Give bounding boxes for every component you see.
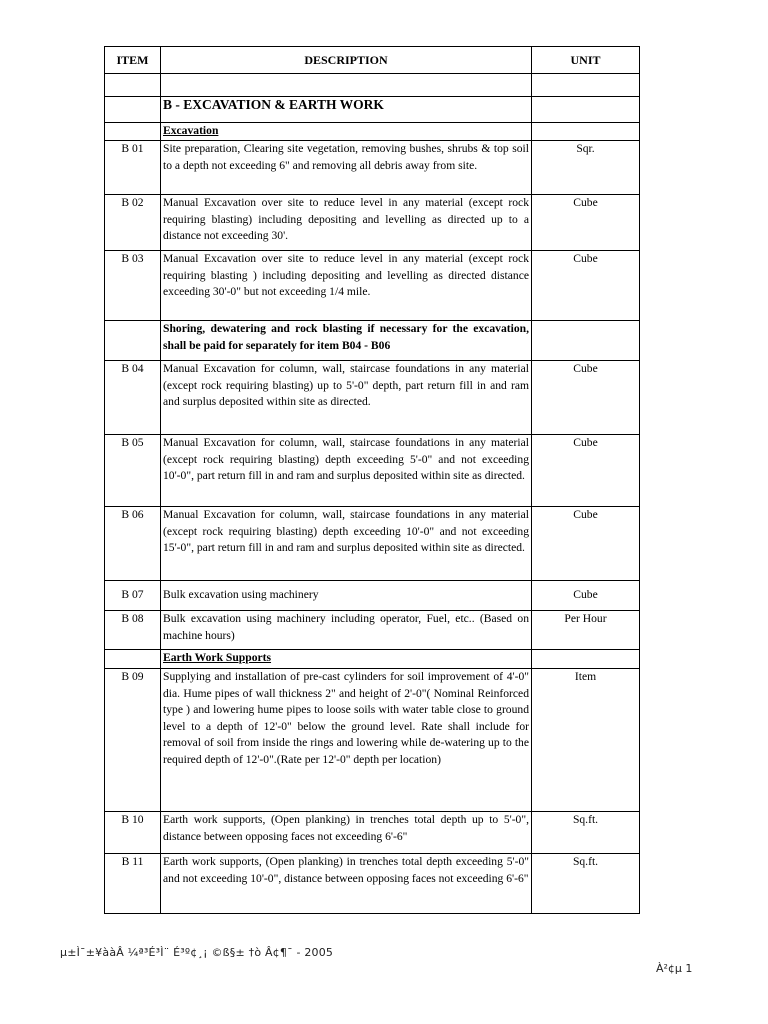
item-description: Manual Excavation for column, wall, staircase foundations in any material (except rock requiring blasting) up to 5'-0" depth, part return fill in and ram and surplus deposited within site as directed. xyxy=(161,361,532,435)
item-unit: Cube xyxy=(532,361,640,435)
item-code: B 05 xyxy=(105,435,161,507)
item-code: B 03 xyxy=(105,251,161,321)
table-row xyxy=(105,195,640,251)
item-code: B 06 xyxy=(105,507,161,581)
earth-work-supports-subheading: Earth Work Supports xyxy=(163,651,272,664)
item-description: Bulk excavation using machinery including operator, Fuel, etc.. (Based on machine hours) xyxy=(161,611,532,650)
item-unit: Cube xyxy=(532,251,640,321)
excavation-subheading: Excavation xyxy=(163,124,219,137)
item-description: Manual Excavation over site to reduce level in any material (except rock requiring blasting) including depositing and levelling as directed up to a distance not exceeding 30'. xyxy=(161,195,532,251)
item-unit: Sq.ft. xyxy=(532,812,640,854)
item-code: B 08 xyxy=(105,611,161,650)
section-title: B - EXCAVATION & EARTH WORK xyxy=(161,97,532,123)
shoring-note: Shoring, dewatering and rock blasting if necessary for the excavation, shall be paid for separately for item B04 - B06 xyxy=(161,321,532,361)
table-row xyxy=(105,435,640,507)
item-description: Earth work supports, (Open planking) in trenches total depth up to 5'-0", distance between opposing faces not exceeding 6'-6" xyxy=(161,812,532,854)
item-description: Supplying and installation of pre-cast cylinders for soil improvement of 4'-0" dia. Hume pipes of wall thickness 2" and height of 2'-0"( Nominal Reinforced type ) and lowering hume pipes to loose soils with water table close to ground level to a depth of 12'-0" below the ground level. Rate shall include for removal of soil from inside the rings and lowering while de-watering up to the required depth of 12'-0".(Rate per 12'-0" depth per location) xyxy=(161,669,532,812)
table-row xyxy=(105,669,640,812)
subheading-row xyxy=(105,650,640,669)
table-row xyxy=(105,581,640,611)
item-description: Bulk excavation using machinery xyxy=(161,581,532,611)
item-description: Earth work supports, (Open planking) in trenches total depth exceeding 5'-0" and not exceeding 10'-0", distance between opposing faces not exceeding 6'-6" xyxy=(161,854,532,914)
table-row xyxy=(105,361,640,435)
subheading-row xyxy=(105,123,640,141)
table-row xyxy=(105,507,640,581)
item-code: B 02 xyxy=(105,195,161,251)
item-unit: Item xyxy=(532,669,640,812)
section-title-row xyxy=(105,97,640,123)
footer-document-title: µ±Ì¯±¥ààÂ ¼ª³É³Ì¨ É³º¢¸¡ ©ß§± †ò Â¢¶¯ - 2005 xyxy=(60,946,334,959)
item-unit: Per Hour xyxy=(532,611,640,650)
item-description: Site preparation, Clearing site vegetation, removing bushes, shrubs & top soil to a depth not exceeding 6" and removing all debris away from site. xyxy=(161,141,532,195)
item-code: B 11 xyxy=(105,854,161,914)
spacer-row xyxy=(105,74,640,97)
item-code: B 01 xyxy=(105,141,161,195)
note-row xyxy=(105,321,640,361)
item-unit: Sqr. xyxy=(532,141,640,195)
item-unit: Cube xyxy=(532,435,640,507)
footer-page-number: À²¢µ 1 xyxy=(656,962,693,975)
table-row xyxy=(105,812,640,854)
table-row xyxy=(105,854,640,914)
item-code: B 09 xyxy=(105,669,161,812)
item-description: Manual Excavation for column, wall, staircase foundations in any material (except rock requiring blasting) depth exceeding 10'-0" and not exceeding 15'-0", part return fill in and ram and surplus deposited within site as directed. xyxy=(161,507,532,581)
item-code: B 10 xyxy=(105,812,161,854)
description-column-header: DESCRIPTION xyxy=(161,47,532,74)
item-description: Manual Excavation over site to reduce level in any material (except rock requiring blasting ) including depositing and levelling as directed distance exceeding 30'-0" but not exceeding 1/4 mile. xyxy=(161,251,532,321)
table-row xyxy=(105,251,640,321)
item-code: B 07 xyxy=(105,581,161,611)
item-unit: Cube xyxy=(532,581,640,611)
boq-table xyxy=(104,46,640,914)
item-unit: Sq.ft. xyxy=(532,854,640,914)
unit-column-header: UNIT xyxy=(532,47,640,74)
item-code: B 04 xyxy=(105,361,161,435)
table-header-row xyxy=(105,47,640,74)
table-row xyxy=(105,611,640,650)
item-column-header: ITEM xyxy=(105,47,161,74)
table-row xyxy=(105,141,640,195)
item-description: Manual Excavation for column, wall, staircase foundations in any material (except rock requiring blasting) depth exceeding 5'-0" and not exceeding 10'-0", part return fill in and ram and surplus deposited within site as directed. xyxy=(161,435,532,507)
item-unit: Cube xyxy=(532,507,640,581)
item-unit: Cube xyxy=(532,195,640,251)
